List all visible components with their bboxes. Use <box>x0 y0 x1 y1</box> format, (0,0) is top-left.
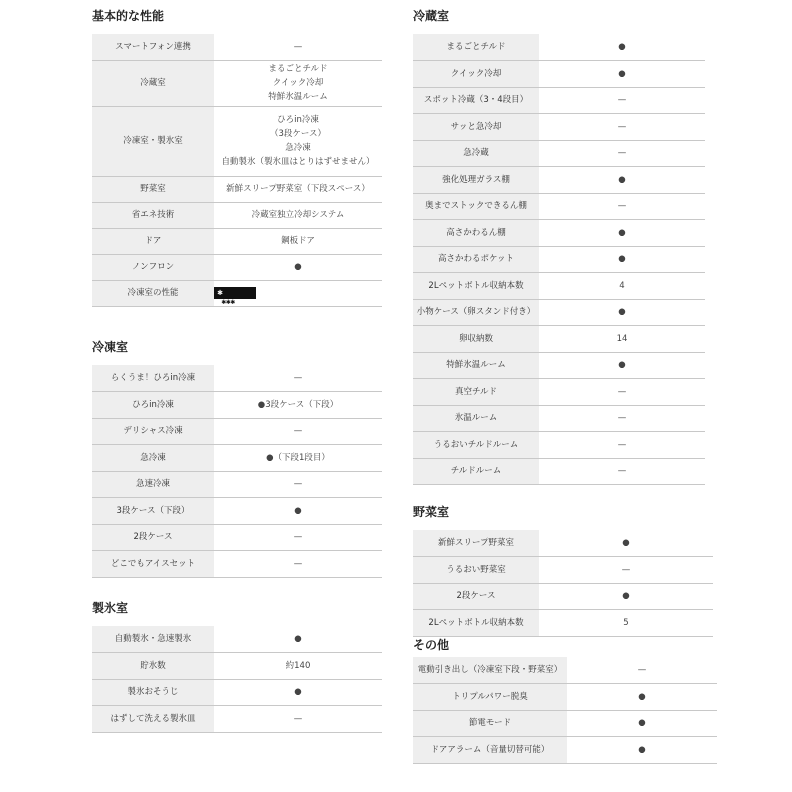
value-line: ● <box>294 262 302 272</box>
row-label: らくうま！ひろin冷凍 <box>92 365 214 392</box>
table-row <box>413 193 705 220</box>
row-value: — <box>214 365 382 392</box>
row-label: 電動引き出し（冷凍室下段・野菜室） <box>413 657 567 684</box>
row-value <box>214 34 382 60</box>
row-label: 節電モード <box>413 710 567 737</box>
row-value: ● <box>214 626 382 653</box>
table-row <box>413 405 705 432</box>
row-value: — <box>539 405 705 432</box>
table-row <box>413 246 705 273</box>
row-value: ●（下段1段目） <box>214 445 382 472</box>
value-line: 急冷凍 <box>285 143 311 153</box>
row-value <box>214 228 382 254</box>
row-label: 冷凍室の性能 <box>92 280 214 306</box>
row-value: — <box>567 657 717 684</box>
table-row <box>413 530 713 557</box>
ice-section <box>92 600 382 733</box>
value-line: — <box>293 41 303 52</box>
basic-title: 基本的な性能 <box>92 9 165 23</box>
row-value <box>214 106 382 176</box>
row-value: — <box>539 379 705 406</box>
row-value: — <box>539 432 705 459</box>
table-row <box>413 557 713 584</box>
row-value: ● <box>567 684 717 711</box>
other-title: その他 <box>413 638 450 652</box>
row-value: — <box>214 471 382 498</box>
row-label: ドア <box>92 228 214 254</box>
fridge-section <box>413 8 705 485</box>
row-value: — <box>214 551 382 578</box>
row-value: — <box>539 114 705 141</box>
table-row <box>92 626 382 653</box>
table-row <box>92 254 382 280</box>
row-label: 冷凍室・製氷室 <box>92 106 214 176</box>
table-row <box>413 737 717 764</box>
table-row <box>92 392 382 419</box>
star-icon: ✱ <box>217 289 223 297</box>
row-value: — <box>539 193 705 220</box>
row-label: 自動製氷・急速製氷 <box>92 626 214 653</box>
row-label: 貯氷数 <box>92 653 214 680</box>
table-row <box>92 280 382 306</box>
row-value: — <box>539 140 705 167</box>
row-label: どこでもアイスセット <box>92 551 214 578</box>
ice-table <box>92 626 382 733</box>
freezer-table <box>92 365 382 578</box>
row-value: ● <box>539 530 713 557</box>
ice-title: 製氷室 <box>92 601 129 615</box>
table-row <box>92 653 382 680</box>
value-line: まるごとチルド <box>268 64 328 74</box>
row-value: 4 <box>539 273 705 300</box>
row-label: 真空チルド <box>413 379 539 406</box>
other-table <box>413 657 717 764</box>
table-row <box>92 106 382 176</box>
table-row <box>92 202 382 228</box>
row-label: 奥までストックできるん棚 <box>413 193 539 220</box>
row-value: 14 <box>539 326 705 353</box>
row-label: トリプルパワー脱臭 <box>413 684 567 711</box>
fridge-title: 冷蔵室 <box>413 9 450 23</box>
row-value: ● <box>539 246 705 273</box>
row-value: ● <box>539 167 705 194</box>
row-value <box>214 60 382 106</box>
row-label: 製氷おそうじ <box>92 679 214 706</box>
row-value: — <box>214 418 382 445</box>
table-row <box>413 273 705 300</box>
row-value: 約140 <box>214 653 382 680</box>
value-line: ひろin冷凍 <box>277 115 319 125</box>
row-label: 野菜室 <box>92 176 214 202</box>
row-value: — <box>539 557 713 584</box>
row-value: ● <box>539 352 705 379</box>
value-line: 特鮮氷温ルーム <box>268 92 328 102</box>
table-row <box>92 551 382 578</box>
row-label: 高さかわるポケット <box>413 246 539 273</box>
row-label: ドアアラーム（音量切替可能） <box>413 737 567 764</box>
row-value <box>214 254 382 280</box>
other-section <box>413 637 717 764</box>
table-row <box>92 34 382 60</box>
row-label: 氷温ルーム <box>413 405 539 432</box>
three-star-icon: ✱✱✱ <box>215 299 241 306</box>
row-label: 3段ケース（下段） <box>92 498 214 525</box>
row-value: — <box>539 87 705 114</box>
row-label: スマートフォン連携 <box>92 34 214 60</box>
row-label: 高さかわるん棚 <box>413 220 539 247</box>
table-row <box>92 365 382 392</box>
row-label: 急冷凍 <box>92 445 214 472</box>
row-label: 強化処理ガラス棚 <box>413 167 539 194</box>
row-label: 2段ケース <box>413 583 539 610</box>
row-label: クイック冷却 <box>413 61 539 88</box>
row-label: 卵収納数 <box>413 326 539 353</box>
basic-section <box>92 8 382 307</box>
table-row <box>413 583 713 610</box>
table-row <box>413 299 705 326</box>
basic-table <box>92 34 382 307</box>
table-row <box>413 379 705 406</box>
row-value: ● <box>214 498 382 525</box>
row-value: ● <box>539 34 705 61</box>
table-row <box>413 657 717 684</box>
row-label: ノンフロン <box>92 254 214 280</box>
table-row <box>413 458 705 485</box>
table-row <box>92 418 382 445</box>
vegetable-title: 野菜室 <box>413 505 450 519</box>
row-value: — <box>214 524 382 551</box>
row-label: スポット冷蔵（3・4段目） <box>413 87 539 114</box>
row-label: 冷蔵室 <box>92 60 214 106</box>
table-row <box>413 167 705 194</box>
row-label: 2Lペットボトル収納本数 <box>413 273 539 300</box>
table-row <box>413 140 705 167</box>
vegetable-section <box>413 504 713 637</box>
vegetable-table <box>413 530 713 637</box>
row-value: ● <box>539 220 705 247</box>
row-label: 急冷蔵 <box>413 140 539 167</box>
table-row <box>92 228 382 254</box>
table-row <box>92 524 382 551</box>
row-value <box>214 176 382 202</box>
row-label: 特鮮氷温ルーム <box>413 352 539 379</box>
value-line: 鋼板ドア <box>281 236 315 246</box>
table-row <box>413 220 705 247</box>
table-row <box>413 710 717 737</box>
row-label: 2Lペットボトル収納本数 <box>413 610 539 637</box>
freezer-rating-badge <box>214 287 256 306</box>
table-row <box>413 352 705 379</box>
table-row <box>413 61 705 88</box>
value-line: 新鮮スリープ野菜室（下段スペース） <box>226 184 370 194</box>
row-label: 2段ケース <box>92 524 214 551</box>
freezer-title: 冷凍室 <box>92 340 129 354</box>
row-value <box>214 202 382 228</box>
value-line: （3段ケース） <box>270 129 326 139</box>
freezer-section <box>92 339 382 578</box>
row-label: サッと急冷却 <box>413 114 539 141</box>
row-value: ● <box>214 679 382 706</box>
row-label: はずして洗える製氷皿 <box>92 706 214 733</box>
table-row <box>92 445 382 472</box>
table-row <box>92 60 382 106</box>
row-label: うるおいチルドルーム <box>413 432 539 459</box>
row-label: 新鮮スリープ野菜室 <box>413 530 539 557</box>
table-row <box>92 498 382 525</box>
table-row <box>413 326 705 353</box>
row-value: ● <box>539 61 705 88</box>
table-row <box>413 610 713 637</box>
row-value: 5 <box>539 610 713 637</box>
table-row <box>92 679 382 706</box>
row-label: 小物ケース（卵スタンド付き） <box>413 299 539 326</box>
table-row <box>413 432 705 459</box>
fridge-table <box>413 34 705 485</box>
row-value <box>214 280 382 306</box>
row-label: ひろin冷凍 <box>92 392 214 419</box>
table-row <box>92 706 382 733</box>
row-value: ● <box>539 299 705 326</box>
table-row <box>92 471 382 498</box>
row-label: うるおい野菜室 <box>413 557 539 584</box>
row-value: — <box>539 458 705 485</box>
table-row <box>413 34 705 61</box>
table-row <box>413 684 717 711</box>
row-value: ●3段ケース（下段） <box>214 392 382 419</box>
row-label: 急速冷凍 <box>92 471 214 498</box>
row-label: 省エネ技術 <box>92 202 214 228</box>
row-value: ● <box>567 710 717 737</box>
table-row <box>92 176 382 202</box>
value-line: クイック冷却 <box>272 78 324 88</box>
value-line: 冷蔵室独立冷却システム <box>251 210 345 220</box>
row-label: まるごとチルド <box>413 34 539 61</box>
row-label: デリシャス冷凍 <box>92 418 214 445</box>
row-value: — <box>214 706 382 733</box>
row-value: ● <box>539 583 713 610</box>
row-label: チルドルーム <box>413 458 539 485</box>
row-value: ● <box>567 737 717 764</box>
value-line: 自動製氷（製氷皿はとりはずせません） <box>221 157 375 167</box>
table-row <box>413 87 705 114</box>
table-row <box>413 114 705 141</box>
